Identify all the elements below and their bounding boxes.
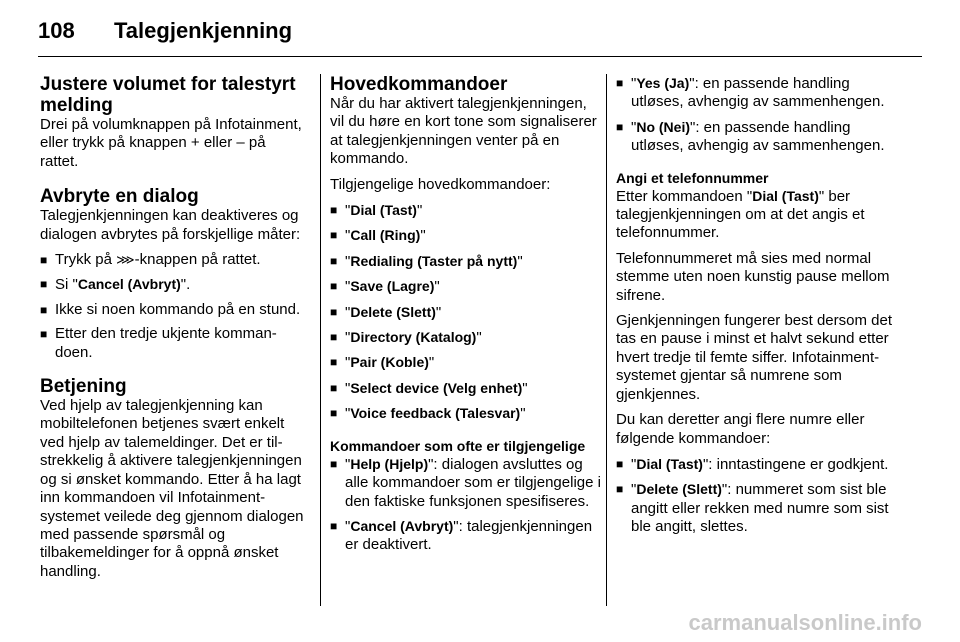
column-1 [40, 74, 308, 588]
section-heading-common-commands: Kommandoer som ofte er tilgjengelige [330, 437, 586, 454]
list-item: ■ "Pair (Koble)" [330, 353, 605, 372]
list-item: ■ "Cancel (Avbryt)": talegjenkjenningen er deaktivert. [330, 517, 605, 555]
paragraph: Gjenkjenningen fungerer best dersom det tas en pause i minst et halvt sekund etter hvert tredje til femte siffer. Infotainment-systemet gjentar så numrene som gjenkjennes. [616, 312, 893, 403]
header-divider [38, 56, 922, 57]
column-3 [616, 74, 904, 543]
column-divider-2 [606, 74, 607, 606]
section-heading-cancel: Avbryte en dialog [40, 186, 199, 208]
command-label: Help (Hjelp) [350, 455, 429, 472]
command-label: Directory (Katalog) [350, 329, 477, 346]
common-commands-list [330, 455, 605, 555]
paragraph: Telefonnummeret må sies med normal stemme uten noen kunstig pause mellom sifrene. [616, 249, 890, 304]
section-body-main-commands: Når du har aktivert talegjenkjenningen, vil du høre en kort tone som signaliserer at talegjenkjenningen venter på en kommando. [330, 95, 597, 168]
list-item: ■ "Save (Lagre)" [330, 277, 605, 296]
list-item: ■ Trykk på ⋙-knappen på rattet. [40, 251, 308, 269]
command-label: Delete (Slett) [350, 303, 436, 320]
paragraph: Etter kommandoen "Dial (Tast)" ber talegjenkjenningen om at det angis et telefonnummer. [616, 187, 865, 242]
section-body-volume: Drei på volumknappen på Infotainment, eller trykk på knappen + eller – på rattet. [40, 116, 302, 170]
command-label: Redialing (Taster på nytt) [350, 252, 518, 269]
list-item: ■ "Dial (Tast)": inntastingene er godkjent. [616, 455, 904, 474]
section-heading-operation: Betjening [40, 376, 127, 398]
voice-button-icon: ⋙ [116, 252, 135, 268]
section-body-cancel: Talegjenkjenningen kan deaktiveres og dialogen avbrytes på forskjellige måter: [40, 207, 301, 243]
list-item: ■ "Call (Ring)" [330, 226, 605, 245]
list-item: ■ Ikke si noen kommando på en stund. [40, 301, 308, 319]
list-item: ■ "Voice feedback (Talesvar)" [330, 404, 605, 423]
command-label: Save (Lagre) [350, 278, 435, 295]
command-label: Dial (Tast) [752, 187, 819, 204]
section-heading-volume: Justere volumet for talestyrt melding [40, 74, 296, 116]
list-item: ■ "Dial (Tast)" [330, 201, 605, 220]
yes-no-commands-list [616, 74, 904, 156]
page-title: Talegjenkjenning [114, 18, 293, 43]
command-label: Delete (Slett) [636, 481, 722, 498]
dial-commands-list [616, 455, 904, 537]
section-heading-main-commands: Hovedkommandoer [330, 74, 508, 95]
list-item: ■ "Redialing (Taster på nytt)" [330, 252, 605, 271]
command-label: Select device (Velg enhet) [350, 379, 523, 396]
column-2 [330, 74, 605, 561]
section-body-operation: Ved hjelp av talegjenkjenning kan mobiltelefonen betjenes svært enkelt ved hjelp av talemeldinger. Det er tilstrekkelig å aktivere talegjenkjenningen og si ønsket kommando. Etter å ha lagt inn kommandoen vil Infotainment-systemet veilede deg gjennom dialogen med passende spørsmål og tilbakemeldinger for å oppnå ønsket handling. [40, 397, 304, 580]
command-label: Dial (Tast) [350, 202, 417, 219]
cancel-methods-list [40, 251, 308, 362]
command-label: No (Nei) [636, 118, 690, 135]
command-label: Yes (Ja) [636, 75, 690, 91]
command-label: Voice feedback (Talesvar) [350, 405, 521, 422]
command-label: Pair (Koble) [350, 354, 429, 371]
list-item: ■ "Select device (Velg enhet)" [330, 379, 605, 398]
page-number: 108 [38, 18, 75, 43]
paragraph: Du kan deretter angi flere numre eller følgende kommandoer: [616, 411, 865, 447]
list-item: ■ "Delete (Slett)": nummeret som sist ble angitt eller rekken med numre som sist ble angitt, slettes. [616, 480, 904, 536]
list-item: ■ "Yes (Ja)": en passende handling utløses, avhengig av sammenhengen. [616, 74, 904, 112]
column-divider-1 [320, 74, 321, 606]
command-label: Dial (Tast) [636, 455, 703, 472]
list-item: ■ "Delete (Slett)" [330, 303, 605, 322]
main-commands-list [330, 201, 605, 424]
list-item: ■ Etter den tredje ukjente kommandoen. [40, 325, 308, 362]
command-label: Cancel (Avbryt) [350, 517, 454, 534]
command-label: Cancel (Avbryt) [77, 276, 181, 293]
list-item: ■ "No (Nei)": en passende handling utløses, avhengig av sammenhengen. [616, 118, 904, 156]
list-item: ■ "Directory (Katalog)" [330, 328, 605, 347]
list-item: ■ "Help (Hjelp)": dialogen avsluttes og alle kommandoer som er tilgjengelige i den faktiske funksjonen spesifiseres. [330, 455, 605, 511]
watermark: carmanualsonline.info [688, 610, 922, 635]
section-heading-phone-number: Angi et telefonnummer [616, 169, 769, 186]
list-item: ■ Si "Cancel (Avbryt)". [40, 275, 308, 294]
command-label: Call (Ring) [350, 227, 421, 244]
commands-intro: Tilgjengelige hovedkommandoer: [330, 175, 551, 193]
